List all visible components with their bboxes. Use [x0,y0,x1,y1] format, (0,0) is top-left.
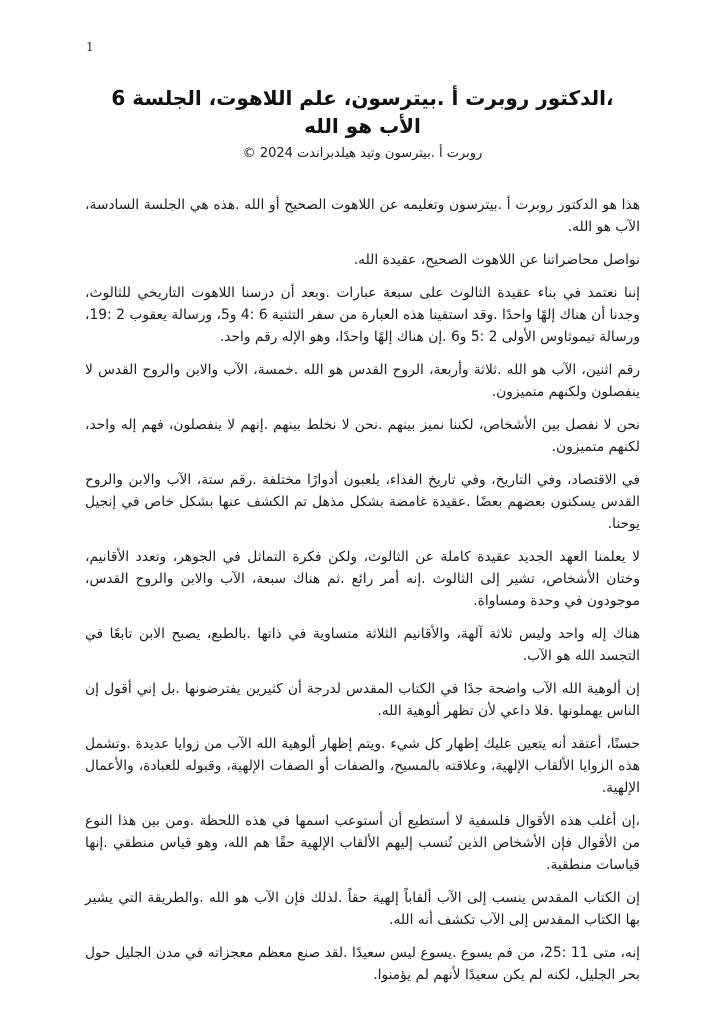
body-paragraph: إننا نعتمد في بناء عقيدة الثالوث على سبعة عبارات .وبعد أن درسنا اللاهوت التاريخي للثالوث، وجدنا أن هناك إلهًا واحدًا .وقد استقينا هذه العبارة من سفر التثنية 6 :4 و5، ورسالة يعقوب 2 :19، ورسالة تيموثاوس الأولى 2 :5 و6 .إن هناك إلهًا واحدًا، وهو الإله رقم واحد. [85,285,640,345]
body-text [85,194,640,986]
body-paragraph: إن ألوهية الله الآب واضحة جدًا في الكتاب المقدس لدرجة أن كثيرين يفترضونها .بل إني أقول إن الناس يهملونها .فلا داعي لأن تظهر ألوهية الله. [85,681,640,719]
page-number: 1 [86,40,94,54]
document-content [85,84,640,997]
body-paragraph: رقم اثنين، الآب هو الله .ثلاثة وأربعة، الروح القدس هو الله .خمسة، الآب والابن والروح القدس لا ينفصلون ولكنهم متميزون. [85,362,640,400]
title-line-2: الأب هو الله [304,114,421,138]
body-paragraph: نحن لا نفصل بين الأشخاص، لكننا نميز بينهم .نحن لا نخلط بينهم .إنهم لا ينفصلون، فهم إله واحد، لكنهم متميزون. [85,417,640,455]
title-line-1: ،الدكتور روبرت أ .بيترسون، علم اللاهوت، الجلسة 6 [111,86,614,110]
body-paragraph: في الاقتصاد، وفي التاريخ، وفي تاريخ الفداء، يلعبون أدوارًا مختلفة .رقم ستة، الآب والابن والروح القدس يسكنون بعضهم بعضًا .عقيدة غامضة بشكل مذهل تم الكشف عنها بشكل خاص في إنجيل يوحنا. [85,472,640,532]
body-paragraph: إنه، متى 11 :25، من فم يسوع .يسوع ليس سعيدًا .لقد صنع معظم معجزاته في مدن الجليل حول بحر الجليل، لكنه لم يكن سعيدًا لأنهم لم يؤمنوا. [85,945,640,983]
body-paragraph: ،إن أغلب هذه الأقوال فلسفية لا أستطيع أن أستوعب اسمها في هذه اللحظة .ومن بين هذا النوع من الأقوال فإن الأشخاص الذين تُنسب إليهم الألقاب الإلهية حقًا هم الله، وهو قياس منطقي .إنها قياسات منطقية. [85,813,640,873]
body-paragraph: لا يعلمنا العهد الجديد عقيدة كاملة عن الثالوث، ولكن فكرة التماثل في الجوهر، وتعدد الأقانيم، وختان الأشخاص، تشير إلى الثالوث .إنه أمر رائع .ثم هناك سبعة، الآب والابن والروح القدس، موجودون في وحدة ومساواة. [85,549,640,609]
copyright-byline: روبرت أ .بيترسون وتيد هيلدبراندت 2024 © [242,146,483,161]
body-paragraph: هذا هو الدكتور روبرت أ .بيترسون وتعليمه عن اللاهوت الصحيح أو الله .هذه هي الجلسة السادسة، الآب هو الله. [85,197,640,235]
document-title [85,84,640,140]
body-paragraph: إن الكتاب المقدس ينسب إلى الآب ألقاباً إلهية حقاً .لذلك فإن الآب هو الله .والطريقة التي يشير بها الكتاب المقدس إلى الآب تكشف أنه الله. [85,890,640,928]
body-paragraph: نواصل محاضراتنا عن اللاهوت الصحيح، عقيدة الله. [353,252,640,268]
body-paragraph: حسنًا، أعتقد أنه يتعين عليك إظهار كل شيء .ويتم إظهار ألوهية الله الآب من زوايا عديدة .وتشمل هذه الزوايا الألقاب الإلهية، وعلاقته بالمسيح، والصفات أو الصفات الإلهية، وقبوله للعبادة، والأعمال الإلهية. [85,736,640,796]
body-paragraph: هناك إله واحد وليس ثلاثة آلهة، والأقانيم الثلاثة متساوية في ذاتها .بالطبع، يصبح الابن تابعًا في التجسد الله هو الآب. [85,626,640,664]
